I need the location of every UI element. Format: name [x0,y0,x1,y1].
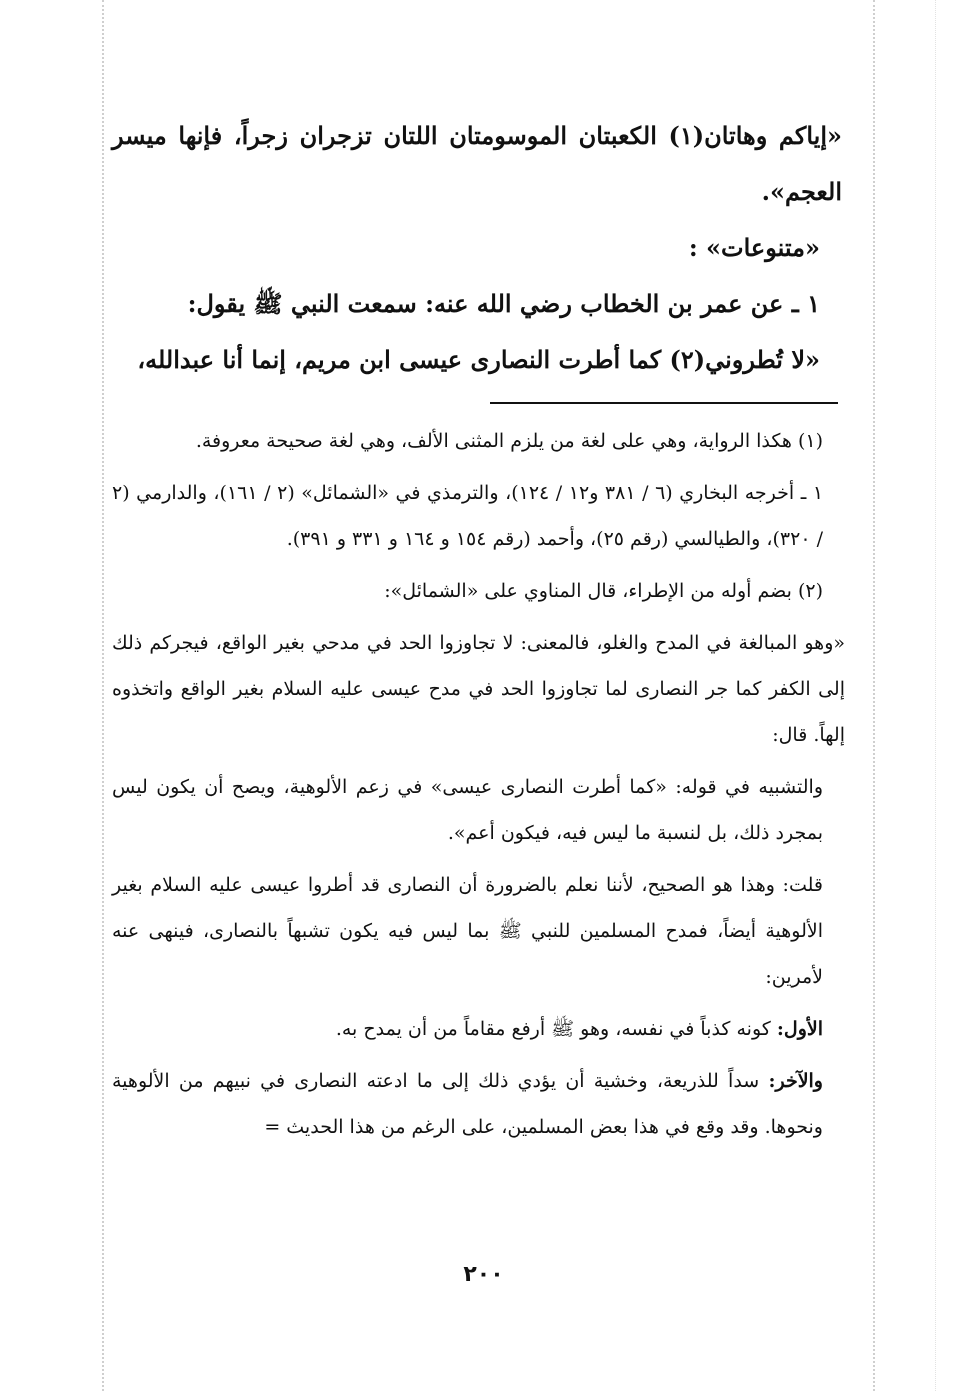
margin-dots-edge [935,0,936,1391]
footnote-1: (١) هكذا الرواية، وهي على لغة من يلزم المثنى الألف، وهي لغة صحيحة معروفة. [195,430,823,452]
second-reason-label: والآخر: [768,1070,823,1092]
footnote-2-quote-1: «وهو المبالغة في المدح والغلو، فالمعنى: لا تجاوزوا الحد في مدحي بغير الواقع، فيجركم ذلك إلى الكفر كما جر النصارى لما تجاوزوا الحد في مدح عيسى عليه السلام بغير الواقع واتخذوه إلهاً. قال: [112,632,845,746]
second-reason [112,1058,845,1150]
hadith-quote: «لا تُطروني(٢) كما أطرت النصارى عيسى ابن مريم، إنما أنا عبدالله، [137,345,820,374]
takhrij-note: ١ ـ أخرجه البخاري (٦ / ٣٨١ و١٢ / ١٢٤)، والترمذي في «الشمائل» (٢ / ١٦١)، والدارمي (٢ / ٣٢٠)، والطيالسي (رقم ٢٥)، وأحمد (رقم ١٥٤ و ١٦٤ و ٣٣١ و ٣٩١). [112,482,824,550]
first-reason-label: الأول: [776,1018,823,1040]
first-reason-text: كونه كذباً في نفسه، وهو ﷺ أرفع مقاماً من أن يمدح به. [335,1018,771,1040]
margin-dots-right [873,0,875,1391]
page-number: ٢٠٠ [463,1262,504,1287]
section-heading: «متنوعات» : [688,233,820,262]
hadith-text-line: «إياكم وهاتان(١) الكعبتان الموسومتان اللتان تزجران زجراً، فإنها ميسر العجم». [112,121,842,206]
margin-dots-left [102,0,104,1391]
footnotes [112,418,845,1156]
hadith-intro: ١ ـ عن عمر بن الخطاب رضي الله عنه: سمعت النبي ﷺ يقول: [187,289,820,318]
second-reason-text: سداً للذريعة، وخشية أن يؤدي ذلك إلى ما ادعته النصارى في نبيهم من الألوهية ونحوها. وقد وقع في هذا بعض المسلمين، على الرغم من هذا الحديث = [112,1070,823,1138]
footnote-separator [490,402,838,404]
first-reason [112,1006,845,1052]
footnote-2-quote-2: والتشبيه في قوله: «كما أطرت النصارى عيسى» في زعم الألوهية، ويصح أن يكون ليس بمجرد ذلك، بل لنسبة ما ليس فيه، فيكون أعم». [112,776,823,844]
footnote-2-title: (٢) بضم أوله من الإطراء، قال المناوي على «الشمائل»: [384,580,823,602]
main-text [112,108,842,388]
author-comment: قلت: وهذا هو الصحيح، لأننا نعلم بالضرورة أن النصارى قد أطروا عيسى عليه السلام بغير الألوهية أيضاً، فمدح المسلمين للنبي ﷺ بما ليس فيه يكون تشبهاً بالنصارى، فينهى عنه لأمرين: [112,874,823,988]
